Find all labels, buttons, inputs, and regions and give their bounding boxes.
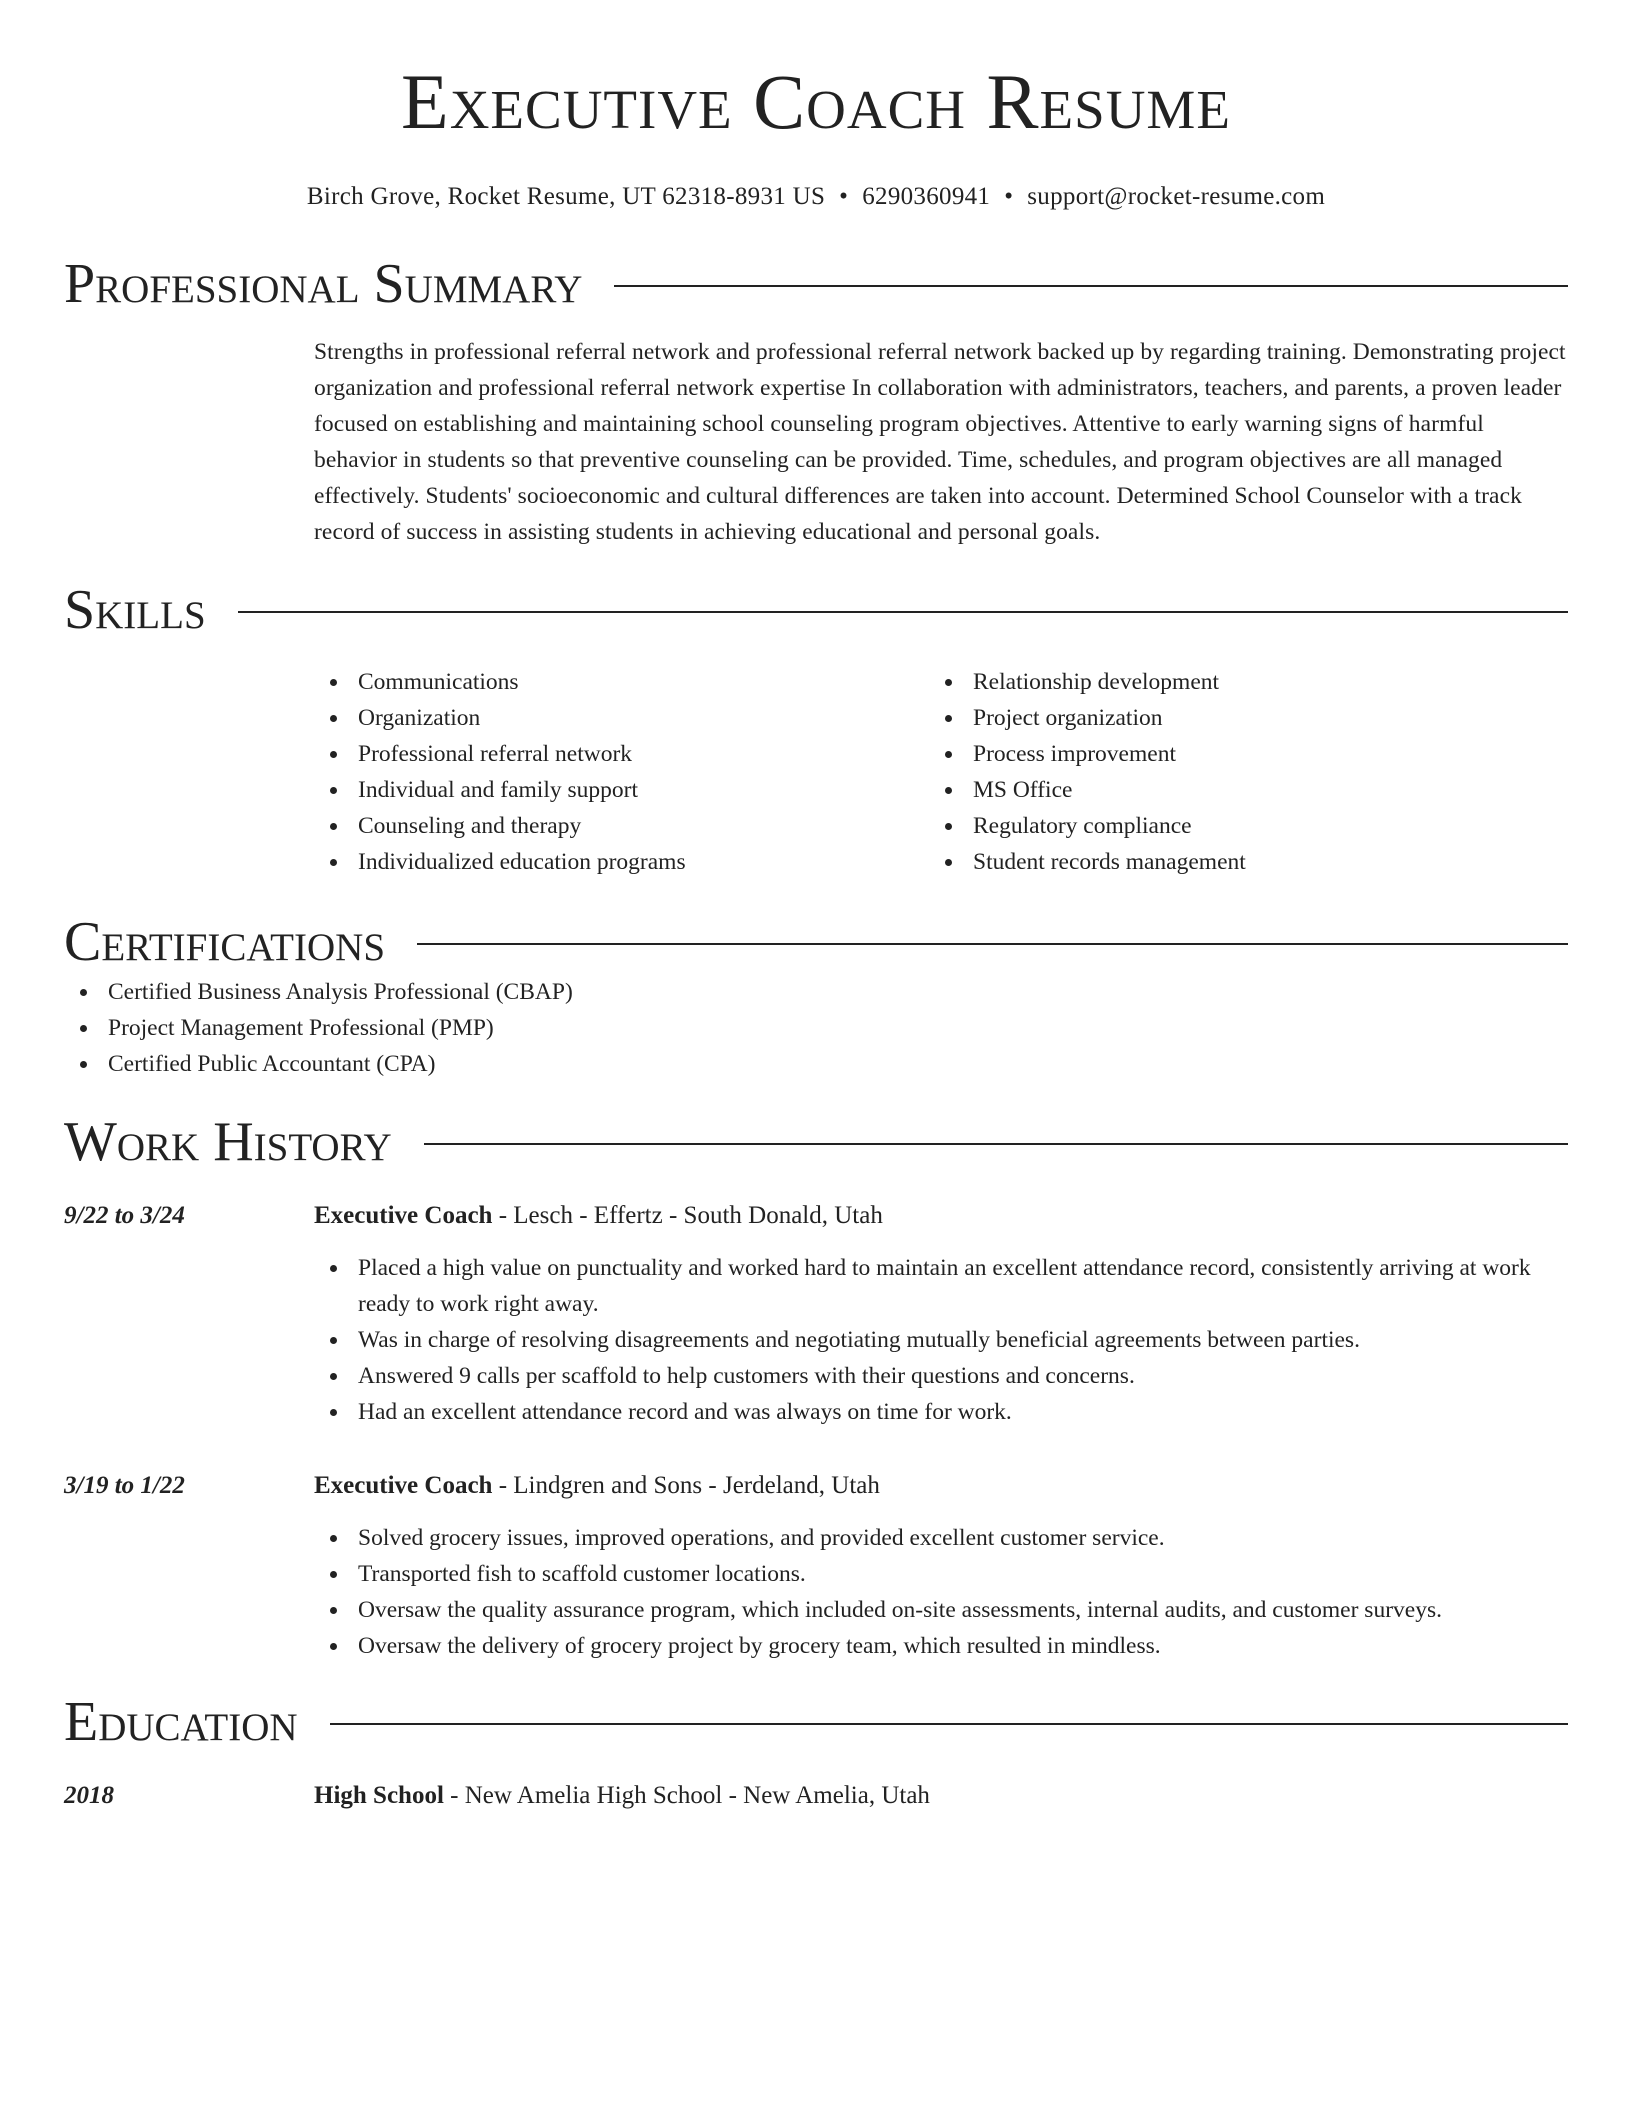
skill-item: Organization [314,700,929,736]
skill-item: Relationship development [929,664,1544,700]
job-duties [314,1250,1568,1430]
skills-list-right [929,664,1544,880]
certification-item: Certified Business Analysis Professional (CBAP) [64,974,1568,1010]
certification-item: Certified Public Accountant (CPA) [64,1046,1568,1082]
skill-item: Regulatory compliance [929,808,1544,844]
skill-item: MS Office [929,772,1544,808]
education-section [64,1690,1568,1814]
summary-heading [64,252,1568,316]
section-divider [417,943,1568,945]
section-divider [238,611,1568,613]
job-employer: - Lesch - Effertz - South Donald, Utah [492,1202,883,1229]
job-heading [314,1198,1568,1234]
section-divider [424,1143,1568,1145]
work-history-heading [64,1110,1568,1174]
skill-item: Project organization [929,700,1544,736]
certifications-heading [64,910,1568,974]
job-entry [64,1198,1568,1430]
job-title: Executive Coach [314,1472,493,1499]
contact-separator: • [1004,183,1014,210]
certification-item: Project Management Professional (PMP) [64,1010,1568,1046]
summary-title: Professional Summary [64,253,583,315]
job-duties [314,1520,1568,1664]
certifications-list [64,974,1568,1082]
job-dates: 3/19 to 1/22 [64,1472,185,1499]
education-degree: High School [314,1782,444,1809]
skill-item: Communications [314,664,929,700]
contact-email: support@rocket-resume.com [1027,183,1326,210]
skills-heading [64,578,1568,642]
job-duty: Answered 9 calls per scaffold to help customers with their questions and concerns. [314,1358,1568,1394]
contact-line [64,180,1568,214]
section-divider [330,1723,1568,1725]
work-history-title: Work History [64,1111,392,1173]
job-entry [64,1468,1568,1664]
work-history-section [64,1110,1568,1664]
job-heading [314,1468,1568,1504]
job-body [314,1468,1568,1664]
skill-item: Student records management [929,844,1544,880]
skills-title: Skills [64,579,206,641]
job-duty: Had an excellent attendance record and was always on time for work. [314,1394,1568,1430]
job-duty: Transported fish to scaffold customer locations. [314,1556,1568,1592]
job-duty: Solved grocery issues, improved operations, and provided excellent customer service. [314,1520,1568,1556]
skills-grid [314,664,1568,880]
job-employer: - Lindgren and Sons - Jerdeland, Utah [492,1472,880,1499]
skill-item: Counseling and therapy [314,808,929,844]
contact-phone: 6290360941 [862,183,991,210]
section-divider [614,285,1568,287]
certifications-title: Certifications [64,911,386,973]
job-duty: Oversaw the delivery of grocery project by grocery team, which resulted in mindless. [314,1628,1568,1664]
contact-separator: • [839,183,849,210]
skills-section [64,578,1568,880]
skills-list-left [314,664,929,880]
job-duty: Was in charge of resolving disagreements and negotiating mutually beneficial agreements between parties. [314,1322,1568,1358]
job-dates: 9/22 to 3/24 [64,1202,185,1229]
summary-text: Strengths in professional referral network and professional referral network backed up by regarding training. Demonstrating project organization and professional referral network expertise In collaboration with administrators, teachers, and parents, a proven leader focused on establishing and maintaining school counseling program objectives. Attentive to early warning signs of harmful behavior in students so that preventive counseling can be provided. Time, schedules, and program objectives are all managed effectively. Students' socioeconomic and cultural differences are taken into account. Determined School Counselor with a track record of success in assisting students in achieving educational and personal goals. [314,339,1566,545]
education-title: Education [64,1691,298,1753]
education-school: - New Amelia High School - New Amelia, Utah [443,1782,930,1809]
education-heading-line [314,1778,1568,1814]
education-entry [64,1778,1568,1814]
job-duty: Oversaw the quality assurance program, which included on-site assessments, internal audits, and customer surveys. [314,1592,1568,1628]
education-heading [64,1690,1568,1754]
resume-title: Executive Coach Resume [401,58,1231,145]
skill-item: Process improvement [929,736,1544,772]
education-body [314,1778,1568,1814]
summary-section [64,252,1568,550]
skill-item: Individualized education programs [314,844,929,880]
certifications-section [64,910,1568,1082]
skill-item: Professional referral network [314,736,929,772]
education-year: 2018 [64,1782,114,1809]
job-title: Executive Coach [314,1202,493,1229]
skill-item: Individual and family support [314,772,929,808]
job-duty: Placed a high value on punctuality and worked hard to maintain an excellent attendance record, consistently arriving at work ready to work right away. [314,1250,1568,1322]
job-body [314,1198,1568,1430]
contact-address: Birch Grove, Rocket Resume, UT 62318-8931 US [306,183,826,210]
